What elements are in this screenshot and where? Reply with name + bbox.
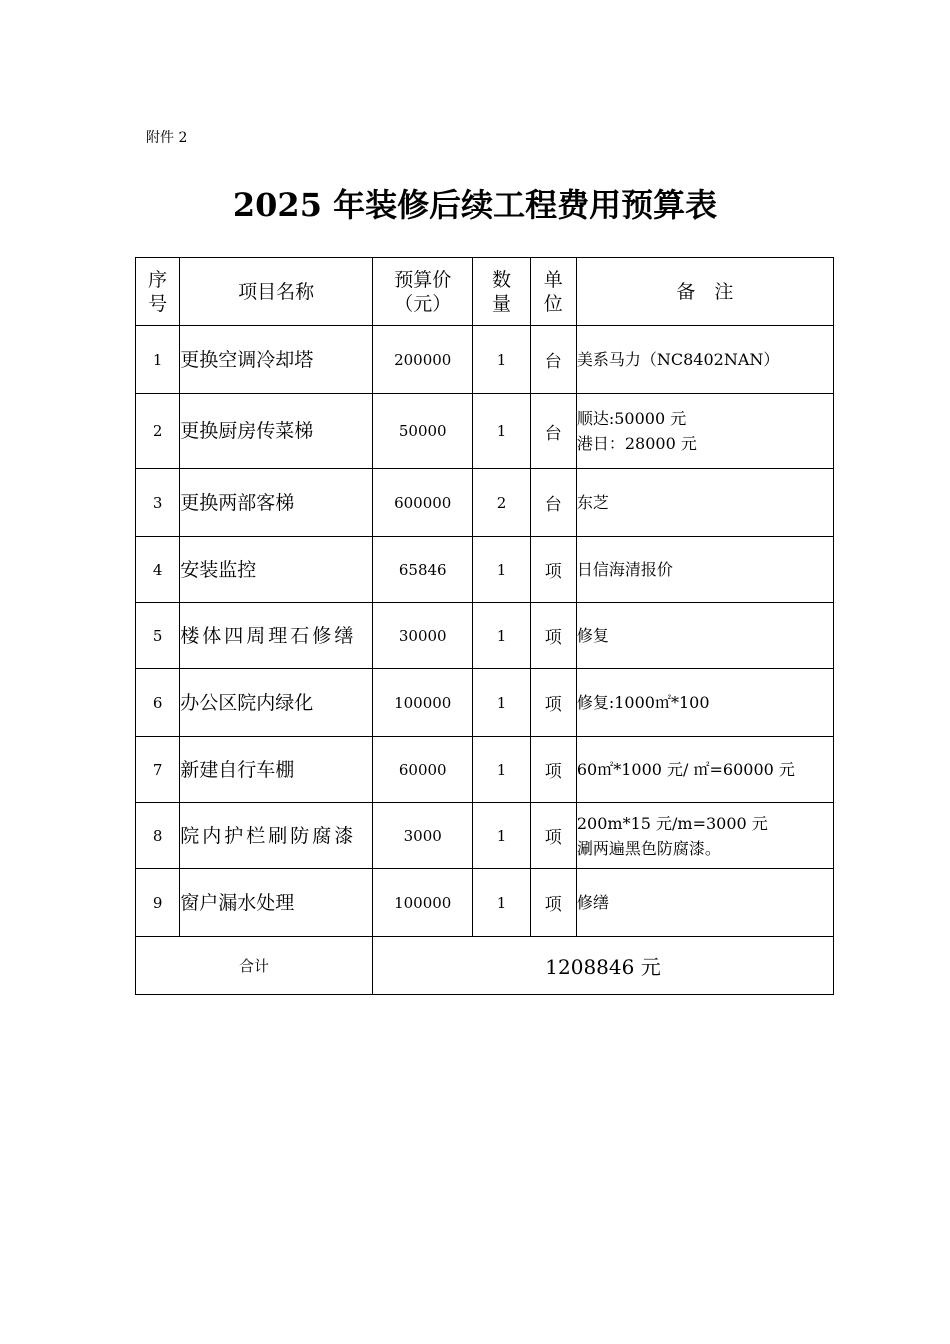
row-note-line1: 东芝 [576, 493, 609, 512]
row-amount: 3000 [373, 803, 473, 869]
page-title: 2025 年装修后续工程费用预算表 [232, 186, 718, 224]
row-unit: 项 [530, 737, 576, 803]
table-row [136, 803, 834, 869]
row-note [576, 737, 833, 803]
table-row [136, 737, 834, 803]
row-amount: 200000 [373, 326, 473, 394]
row-seq: 5 [136, 603, 180, 669]
row-amount: 600000 [373, 469, 473, 537]
row-unit: 项 [530, 803, 576, 869]
row-name: 院内护栏刷防腐漆 [180, 803, 373, 869]
row-seq: 9 [136, 869, 180, 937]
row-qty: 1 [473, 737, 530, 803]
header-qty-line2: 量 [492, 292, 512, 315]
header-qty-line1: 数 [492, 268, 512, 291]
row-name: 更换空调冷却塔 [180, 326, 373, 394]
header-amount-line1: 预算价 [394, 268, 452, 291]
row-seq: 3 [136, 469, 180, 537]
table-row [136, 869, 834, 937]
row-unit: 项 [530, 869, 576, 937]
row-note [576, 537, 833, 603]
table-row [136, 603, 834, 669]
row-unit: 台 [530, 469, 576, 537]
header-unit [530, 258, 576, 326]
row-note-line1: 修复 [576, 626, 609, 645]
row-seq: 4 [136, 537, 180, 603]
row-note-line1: 200m*15 元/m=3000 元 [576, 813, 768, 833]
row-seq: 6 [136, 669, 180, 737]
row-seq: 8 [136, 803, 180, 869]
row-name: 办公区院内绿化 [180, 669, 373, 737]
header-seq-line1: 序 [148, 268, 168, 291]
row-seq: 1 [136, 326, 180, 394]
row-qty: 1 [473, 603, 530, 669]
row-qty: 1 [473, 669, 530, 737]
row-unit: 项 [530, 603, 576, 669]
table-row [136, 537, 834, 603]
row-note [576, 326, 833, 394]
row-qty: 2 [473, 469, 530, 537]
table-header-row [136, 258, 834, 326]
row-qty: 1 [473, 869, 530, 937]
row-note-line1: 美系马力（NC8402NAN） [576, 350, 780, 369]
row-note [576, 669, 833, 737]
row-qty: 1 [473, 394, 530, 469]
table-row [136, 394, 834, 469]
total-label: 合计 [136, 937, 373, 995]
total-row [136, 937, 834, 995]
row-amount: 50000 [373, 394, 473, 469]
table-row [136, 326, 834, 394]
header-amount-line2: （元） [394, 292, 452, 315]
header-name: 项目名称 [180, 258, 373, 326]
row-name: 安装监控 [180, 537, 373, 603]
header-qty [473, 258, 530, 326]
row-name: 窗户漏水处理 [180, 869, 373, 937]
row-note [576, 803, 833, 869]
row-amount: 60000 [373, 737, 473, 803]
row-note [576, 869, 833, 937]
row-seq: 2 [136, 394, 180, 469]
row-note-line1: 顺达:50000 元 [576, 409, 687, 428]
header-unit-line2: 位 [543, 292, 563, 315]
header-seq-line2: 号 [148, 292, 168, 315]
row-name: 新建自行车棚 [180, 737, 373, 803]
row-amount: 30000 [373, 603, 473, 669]
header-unit-line1: 单 [543, 268, 563, 291]
row-name: 更换两部客梯 [180, 469, 373, 537]
row-note-line1: 日信海清报价 [576, 560, 673, 579]
row-name: 更换厨房传菜梯 [180, 394, 373, 469]
row-note-line2: 港日：28000 元 [576, 434, 697, 453]
header-seq [136, 258, 180, 326]
row-qty: 1 [473, 803, 530, 869]
row-note [576, 603, 833, 669]
row-qty: 1 [473, 326, 530, 394]
row-note-line1: 修复:1000㎡*100 [576, 693, 710, 712]
header-amount [373, 258, 473, 326]
total-value: 1208846 元 [373, 937, 834, 995]
row-name: 楼体四周理石修缮 [180, 603, 373, 669]
row-note [576, 394, 833, 469]
row-note [576, 469, 833, 537]
row-amount: 100000 [373, 869, 473, 937]
row-unit: 台 [530, 326, 576, 394]
row-amount: 65846 [373, 537, 473, 603]
row-unit: 项 [530, 669, 576, 737]
row-amount: 100000 [373, 669, 473, 737]
header-note: 备 注 [576, 258, 833, 326]
row-note-line1: 60㎡*1000 元/ ㎡=60000 元 [576, 760, 795, 779]
budget-table [135, 257, 834, 995]
row-note-line2: 涮两遍黑色防腐漆。 [576, 838, 721, 858]
attachment-label: 附件 2 [146, 130, 188, 146]
table-row [136, 669, 834, 737]
row-unit: 项 [530, 537, 576, 603]
row-seq: 7 [136, 737, 180, 803]
row-unit: 台 [530, 394, 576, 469]
row-note-line1: 修缮 [576, 893, 609, 912]
table-row [136, 469, 834, 537]
row-qty: 1 [473, 537, 530, 603]
